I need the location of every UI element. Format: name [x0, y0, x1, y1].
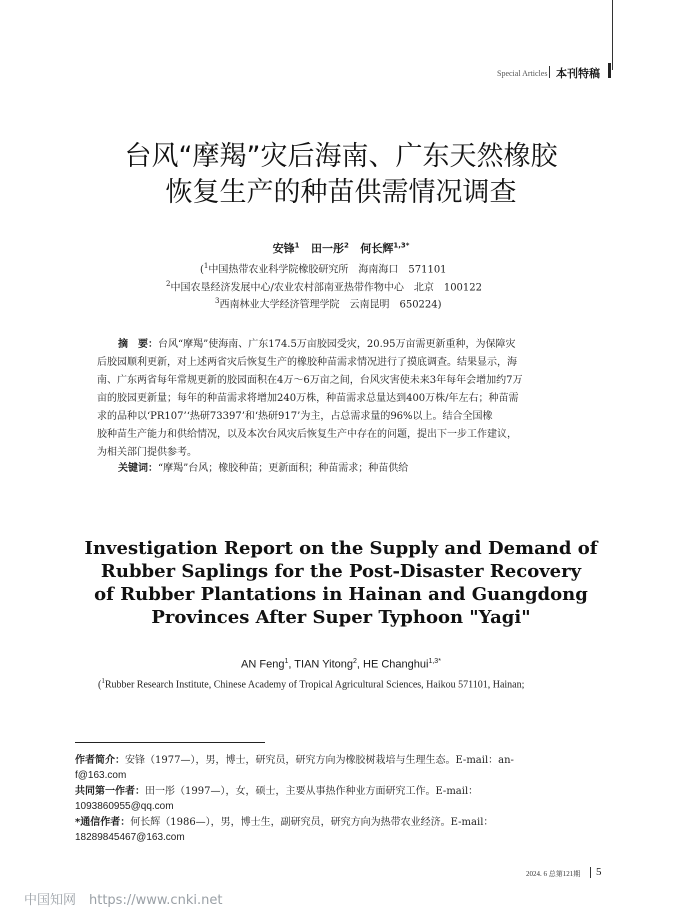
abstract-line: 求的品种以‘PR107’‘热研73397’和‘热研917’为主，占总需求量的96%以上。结合全国橡 — [97, 411, 493, 422]
header-divider — [549, 66, 550, 78]
title-en-line-3: of Rubber Plantations in Hainan and Guangdong — [94, 584, 588, 605]
section-label-en: Special Articles — [497, 69, 548, 78]
title-en-line-4: Provinces After Super Typhoon "Yagi" — [151, 607, 531, 628]
title-cn-line-2: 恢复生产的种苗供需情况调查 — [165, 177, 517, 208]
abstract-line: 台风“摩羯”使海南、广东174.5万亩胶园受灾，20.95万亩需更新重种，为保障灾 — [158, 339, 516, 350]
footnote-text: 田一彤（1997—），女，硕士，主要从事热作种业方面研究工作。E-mail： — [145, 786, 479, 797]
keywords-label: 关键词： — [118, 463, 158, 474]
affiliation-sup: 3 — [215, 297, 220, 305]
footnote-email: f@163.com — [75, 770, 127, 781]
footnote-label: 作者简介： — [75, 755, 125, 766]
author-sup: 2 — [343, 241, 349, 250]
affiliation-text: 中国热带农业科学院橡胶研究所 海南海口 571101 — [208, 264, 447, 276]
abstract-line: 胶种苗生产能力和供给情况，以及本次台风灾后恢复生产中存在的问题，提出下一步工作建议， — [97, 429, 517, 440]
keywords-text: “摩羯”台风；橡胶种苗；更新面积；种苗需求；种苗供给 — [158, 463, 409, 474]
cnki-watermark: 中国知网 https://www.cnki.net — [24, 893, 223, 908]
author-sup: 1,3* — [393, 241, 410, 250]
title-cn-line-1: 台风“摩羯”灾后海南、广东天然橡胶 — [124, 141, 558, 172]
affiliation-en — [98, 677, 524, 690]
footnote-text: 何长辉（1986—），男，博士生，副研究员，研究方向为热带农业经济。E-mail： — [130, 817, 494, 828]
header-vertical-rule — [612, 0, 613, 70]
author-cn: 何长辉 — [360, 242, 394, 255]
footnote-label: *通信作者： — [75, 817, 131, 828]
header-bar — [608, 63, 611, 78]
affiliation-text: Rubber Research Institute, Chinese Academy of Tropical Agricultural Sciences, Haikou 571101, Hainan; — [104, 679, 525, 691]
page-number: 5 — [596, 866, 602, 878]
affiliation-cn — [200, 259, 447, 277]
authors-en: AN Feng$^1$, TIAN Yitong$^2$, HE Changhui$^{1,3*}$ — [241, 658, 441, 671]
affiliation-sup: 1 — [101, 677, 105, 685]
footnote-corresponding-author — [75, 815, 605, 845]
author-sup: 1 — [294, 241, 300, 250]
footnote-rule — [75, 742, 265, 743]
affiliation-sup: 1 — [203, 262, 209, 270]
affiliation-paren: ( — [200, 264, 204, 276]
author-cn: 田一彤 — [310, 242, 344, 255]
author-sup: 1,3* — [428, 658, 441, 665]
affiliation-text: 西南林业大学经济管理学院 云南昆明 650224) — [219, 299, 442, 311]
title-en-line-1: Investigation Report on the Supply and Demand of — [84, 538, 598, 559]
author-en: TIAN Yitong — [294, 658, 353, 671]
affiliation-text: 中国农垦经济发展中心/农业农村部南亚热带作物中心 北京 100122 — [170, 282, 483, 294]
author-sup: 2 — [353, 658, 357, 665]
abstract — [97, 336, 585, 462]
affiliation-paren: ( — [98, 679, 102, 691]
section-label-cn: 本刊特稿 — [556, 67, 600, 80]
page-number-divider — [590, 867, 591, 878]
issue-info: 2024. 6 总第121期 — [526, 870, 581, 878]
footnote-email: 18289845467@163.com — [75, 832, 185, 843]
abstract-line: 后胶园顺利更新，对上述两省灾后恢复生产的橡胶种苗需求情况进行了摸底调查。结果显示，海 — [97, 357, 517, 368]
affiliation-sup: 2 — [166, 280, 171, 288]
footnote-author-bio — [75, 753, 605, 783]
author-sup: 1 — [284, 658, 289, 665]
affiliation-cn — [166, 277, 482, 295]
abstract-line: 为相关部门提供参考。 — [97, 447, 197, 458]
author-cn: 安锋 — [272, 242, 295, 255]
author-en: HE Changhui — [363, 658, 429, 671]
title-en-line-2: Rubber Saplings for the Post-Disaster Recovery — [100, 561, 582, 582]
authors-cn — [0, 240, 682, 256]
keywords — [118, 459, 408, 474]
author-en: AN Feng — [241, 658, 285, 671]
footnote-text: 安锋（1977—），男，博士，研究员，研究方向为橡胶树栽培与生理生态。E-mail：an- — [125, 755, 514, 766]
footnote-co-first-author — [75, 784, 605, 814]
abstract-line: 南、广东两省每年常规更新的胶园面积在4万～6万亩之间，台风灾害使未来3年每年会增加约7万 — [97, 375, 523, 386]
abstract-line: 亩的胶园更新量；每年的种苗需求将增加240万株，种苗需求总量达到400万株/年左右；种苗需 — [97, 393, 519, 404]
footnote-email: 1093860955@qq.com — [75, 801, 174, 812]
affiliation-cn — [215, 294, 442, 312]
footnote-label: 共同第一作者： — [75, 786, 145, 797]
abstract-label: 摘 要： — [118, 339, 158, 350]
